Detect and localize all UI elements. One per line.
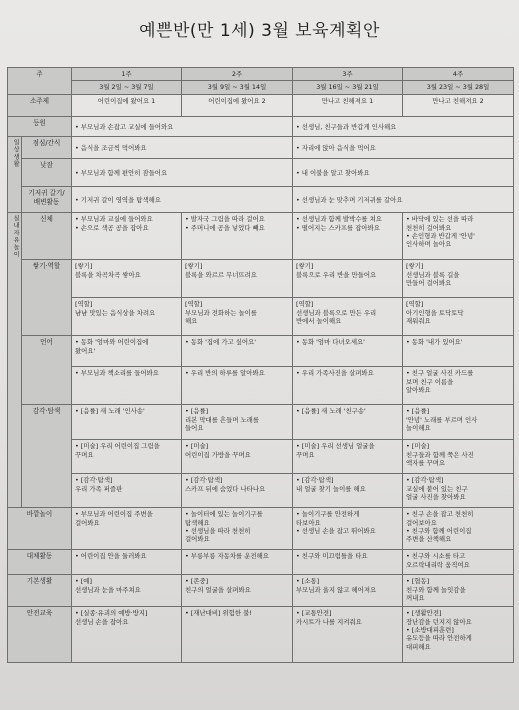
role-week-4-text: [역할] 아기인형을 토닥토닥 재워줘요 <box>406 300 464 325</box>
basic-life-week-2-text: • [존중] 친구의 얼굴을 살펴봐요 <box>185 577 251 594</box>
basic-life-week-2 <box>182 575 293 607</box>
arrival-weeks-1-2: • 부모님과 손잡고 교실에 들어와요 <box>72 117 293 137</box>
art-week-4-text: • [미술] 친구들과 함께 쭉은 사진 액자를 꾸며요 <box>406 442 474 467</box>
language-label: 언어 <box>22 336 72 405</box>
alternative-week-4 <box>403 550 514 575</box>
explore-week-3-text: • [감각·탐색] 내 얼굴 찾기 놀이를 해요 <box>296 476 366 493</box>
stacking-week-4-text: [쌓기] 선생님과 블록 길을 만들어 걸어봐요 <box>406 262 460 287</box>
music-week-4-text: • [음률] '안녕' 노래를 부르며 인사 놀이해요 <box>406 407 478 432</box>
safety-week-2-text: • [재난대비] 위험한 불! <box>185 609 252 618</box>
stacking-week-2 <box>182 260 293 298</box>
week-3-header: 3주 <box>293 68 403 81</box>
physical-week-3-text: • 선생님과 함께 발박수를 쳐요 • 떨어지는 스카프를 잡아봐요 <box>296 215 382 232</box>
outdoor-week-1 <box>72 508 182 550</box>
nap-weeks-1-2: • 부모님과 함께 편안히 잠들어요 <box>72 159 293 187</box>
music-week-3-text: • [음률] 새 노래 '친구송' <box>296 407 366 416</box>
week-3-dates: 3월 16일 ~ 3월 21일 <box>293 81 403 95</box>
theme-week-2: 어린이집에 왔어요 2 <box>182 95 293 117</box>
language-story-week-1 <box>72 336 182 367</box>
art-week-4 <box>403 440 514 474</box>
diaper-weeks-1-2: • 기저귀 갈이 영역을 탐색해요 <box>72 187 293 213</box>
role-week-1-text: [역할] 냠냠 맛있는 음식상을 차려요 <box>75 300 156 317</box>
safety-week-4-text: • [생활안전] 장난감을 던지지 않아요 • [소방대피훈련] 유도등을 따라 안전하게 대피해요 <box>406 609 472 651</box>
language-activity-week-2 <box>182 367 293 405</box>
alternative-week-2-text: • 부릉부릉 자동차를 운전해요 <box>185 552 269 561</box>
art-week-3-text: • [미술] 우리 선생님 얼굴을 꾸며요 <box>296 442 375 459</box>
stacking-week-4 <box>403 260 514 298</box>
physical-label: 신체 <box>22 213 72 260</box>
week-header-label: 주 <box>8 68 72 95</box>
physical-week-1 <box>72 213 182 260</box>
language-story-week-4-text: • 동화 '내가 있어요' <box>406 338 463 347</box>
language-activity-week-3-text: • 우리 가족사진을 살펴봐요 <box>296 369 374 378</box>
daily-life-group-label: 일상생활 <box>12 139 20 169</box>
language-activity-week-2-text: • 우리 반의 하루를 알아봐요 <box>185 369 265 378</box>
music-week-2-text: • [음률] 리본 막대를 흔들며 노래를 들어요 <box>185 407 260 432</box>
meal-weeks-1-2: • 음식을 조금씩 먹어봐요 <box>72 137 293 159</box>
explore-week-4-text: • [감각·탐색] 교실에 붙어 있는 친구 얼굴 사진을 찾아봐요 <box>406 476 468 501</box>
indoor-play-group-label: 실내자유놀이 <box>12 215 20 259</box>
basic-life-week-3-text: • [소통] 부모님과 울지 않고 헤어져요 <box>296 577 377 594</box>
stacking-week-3 <box>293 260 403 298</box>
explore-week-2 <box>182 474 293 508</box>
language-activity-week-3 <box>293 367 403 405</box>
page-title: 예쁜반(만 1세) 3월 보육계획안 <box>139 21 380 41</box>
meal-label: 점심/간식 <box>22 137 72 159</box>
language-story-week-1-text: • 동화 '엄마와 어린이집에 왔어요' <box>75 338 149 355</box>
week-4-header: 4주 <box>403 68 514 81</box>
role-week-2-text: [역할] 부모님과 전화하는 놀이를 해요 <box>185 300 257 325</box>
basic-life-label: 기본생활 <box>8 575 72 607</box>
safety-week-1-text: • [실종·유괴의 예방·방지] 선생님 손을 잡아요 <box>75 609 148 626</box>
language-story-week-2-text: • 동화 '집에 가고 싶어요' <box>185 338 256 347</box>
alternative-week-4-text: • 친구와 시소를 타고 오르락내리락 움직여요 <box>406 552 470 569</box>
basic-life-week-1-text: • [예] 선생님과 눈을 마주쳐요 <box>75 577 141 594</box>
outdoor-week-2 <box>182 508 293 550</box>
art-week-3 <box>293 440 403 474</box>
physical-week-4 <box>403 213 514 260</box>
music-week-4 <box>403 405 514 440</box>
explore-week-3 <box>293 474 403 508</box>
role-week-1 <box>72 298 182 336</box>
theme-week-1: 어린이집에 왔어요 1 <box>72 95 182 117</box>
safety-week-4 <box>403 607 514 663</box>
explore-week-1 <box>72 474 182 508</box>
outdoor-week-4 <box>403 508 514 550</box>
alternative-week-3 <box>293 550 403 575</box>
language-story-week-4 <box>403 336 514 367</box>
role-week-2 <box>182 298 293 336</box>
outdoor-label: 바깥놀이 <box>8 508 72 550</box>
theme-week-4: 만나고 친해져요 2 <box>403 95 514 117</box>
language-activity-week-4-text: • 친구 얼굴 사진 카드를 보며 친구 이름을 알아봐요 <box>406 369 474 394</box>
outdoor-week-3-text: • 놀이기구를 안전하게 타보아요 • 선생님 손을 잡고 뛰어봐요 <box>296 510 376 535</box>
diaper-weeks-3-4: • 선생님과 눈 맞추며 기저귀를 갈아요 <box>293 187 514 213</box>
explore-week-2-text: • [감각·탐색] 스카프 뒤에 숨었다 나타나요 <box>185 476 266 493</box>
explore-week-4 <box>403 474 514 508</box>
outdoor-week-4-text: • 친구 손을 잡고 천천히 걸어보아요 • 친구와 함께 어린이집 주변을 산책해요 <box>406 510 474 544</box>
role-week-4 <box>403 298 514 336</box>
basic-life-week-1 <box>72 575 182 607</box>
diaper-label <box>22 187 72 213</box>
alternative-week-2 <box>182 550 293 575</box>
stacking-week-1-text: [쌓기] 블록을 차곡차곡 쌓아요 <box>75 262 141 279</box>
arrival-weeks-3-4: • 선생님, 친구들과 반갑게 인사해요 <box>293 117 514 137</box>
role-week-3 <box>293 298 403 336</box>
basic-life-week-4-text: • [협동] 친구와 함께 놀잇감을 꺼내요 <box>406 577 466 602</box>
music-week-2 <box>182 405 293 440</box>
music-week-1-text: • [음률] 새 노래 '인사송' <box>75 407 145 416</box>
language-story-week-2 <box>182 336 293 367</box>
arrival-label: 등원 <box>8 117 72 137</box>
basic-life-week-4 <box>403 575 514 607</box>
theme-label: 소주제 <box>8 95 72 117</box>
safety-week-3-text: • [교통안전] 카시트가 나를 지켜줘요 <box>296 609 362 626</box>
outdoor-week-3 <box>293 508 403 550</box>
physical-week-3 <box>293 213 403 260</box>
stacking-week-2-text: [쌓기] 블록을 와르르 무너뜨려요 <box>185 262 257 279</box>
stacking-week-1 <box>72 260 182 298</box>
safety-week-3 <box>293 607 403 663</box>
plan-table <box>7 67 514 663</box>
diaper-label-text: 기저귀 갈기/ 배변활동 <box>28 189 65 206</box>
physical-week-1-text: • 부모님과 교실에 들어와요 • 손으로 색공 공을 잡아요 <box>75 215 153 232</box>
language-activity-week-1-text: • 부모님과 책소리를 들어봐요 <box>75 369 159 378</box>
physical-week-2-text: • 발자국 그림을 따라 걸어요 • 주머니에 공을 넣었다 빼요 <box>185 215 265 232</box>
safety-week-2 <box>182 607 293 663</box>
language-activity-week-1 <box>72 367 182 405</box>
outdoor-week-2-text: • 놀이터에 있는 놀이기구를 탐색해요 • 선생님을 따라 천천히 걸어봐요 <box>185 510 263 544</box>
alternative-label: 대체활동 <box>8 550 72 575</box>
sensory-label: 감각·탐색 <box>22 405 72 508</box>
nap-weeks-3-4: • 내 이불을 알고 찾아봐요 <box>293 159 514 187</box>
music-week-3 <box>293 405 403 440</box>
basic-life-week-3 <box>293 575 403 607</box>
week-2-dates: 3월 9일 ~ 3월 14일 <box>182 81 293 95</box>
week-4-dates: 3월 23일 ~ 3월 28일 <box>403 81 514 95</box>
week-2-header: 2주 <box>182 68 293 81</box>
stacking-week-3-text: [쌓기] 블록으로 우리 반을 만들어요 <box>296 262 377 279</box>
art-week-1 <box>72 440 182 474</box>
safety-label: 안전교육 <box>8 607 72 663</box>
safety-week-1 <box>72 607 182 663</box>
alternative-week-1 <box>72 550 182 575</box>
alternative-week-3-text: • 친구와 미끄럼틀을 타요 <box>296 552 368 561</box>
alternative-week-1-text: • 어린이집 안을 둘러봐요 <box>75 552 147 561</box>
art-week-2-text: • [미술] 어린이집 가방을 꾸며요 <box>185 442 251 459</box>
theme-week-3: 만나고 친해져요 1 <box>293 95 403 117</box>
physical-week-2 <box>182 213 293 260</box>
daily-life-group <box>8 137 22 213</box>
stacking-label: 쌓기·역할 <box>22 260 72 336</box>
week-1-dates: 3월 2일 ~ 3월 7일 <box>72 81 182 95</box>
language-story-week-3-text: • 동화 '엄마 다녀오세요' <box>296 338 365 347</box>
meal-weeks-3-4: • 자리에 앉아 음식을 먹어요 <box>293 137 514 159</box>
role-week-3-text: [역할] 선생님과 블록으로 만든 우리 반에서 놀이해요 <box>296 300 377 325</box>
outdoor-week-1-text: • 부모님과 어린이집 주변을 걸어봐요 <box>75 510 153 527</box>
explore-week-1-text: • [감각·탐색] 우리 가족 퍼즐판 <box>75 476 123 493</box>
art-week-1-text: • [미술] 우리 어린이집 그림을 꾸며요 <box>75 442 160 459</box>
physical-week-4-text: • 바닥에 있는 선을 따라 천천히 걸어봐요 • 손인형과 반갑게 '안녕' 인사하며 놀아요 <box>406 215 475 249</box>
art-week-2 <box>182 440 293 474</box>
week-1-header: 1주 <box>72 68 182 81</box>
language-story-week-3 <box>293 336 403 367</box>
language-activity-week-4 <box>403 367 514 405</box>
indoor-play-group <box>8 213 22 508</box>
music-week-1 <box>72 405 182 440</box>
nap-label: 낮잠 <box>22 159 72 187</box>
